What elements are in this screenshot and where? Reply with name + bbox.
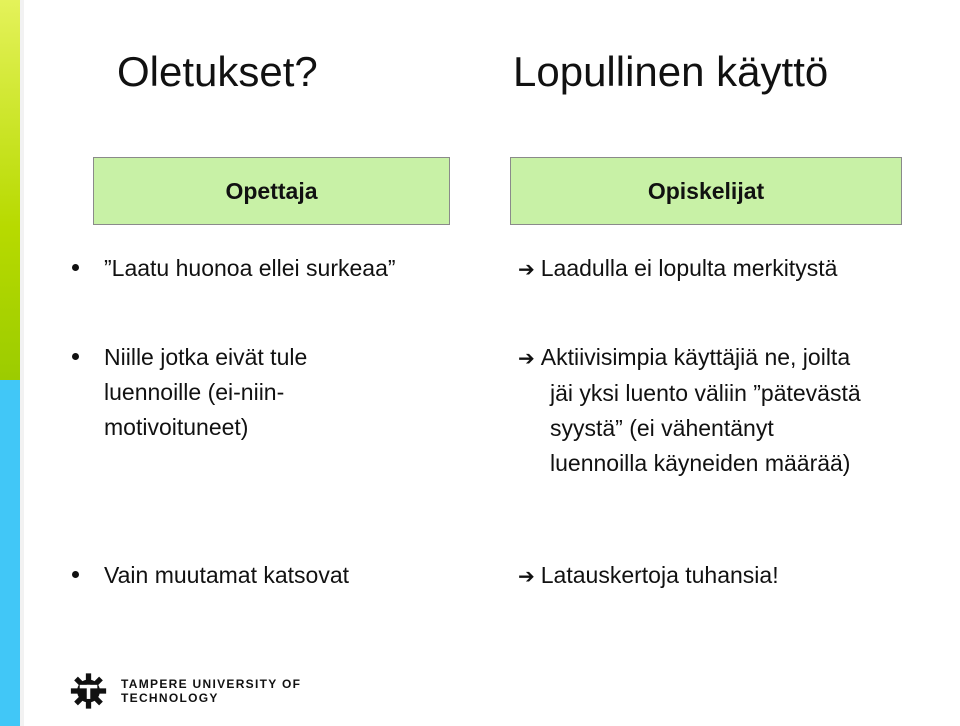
- bullet-1: [72, 264, 79, 271]
- left-item-1-line-1: ”Laatu huonoa ellei surkeaa”: [104, 255, 396, 281]
- right-item-2-line-4: luennoilla käyneiden määrää): [550, 450, 851, 476]
- bullet-2: [72, 353, 79, 360]
- right-item-3: [518, 561, 779, 591]
- left-item-1: [104, 254, 396, 283]
- left-item-2-line-2: luennoille (ei-niin-: [104, 379, 285, 405]
- left-item-3: [104, 561, 349, 590]
- right-item-2-line-1: Aktiivisimpia käyttäjiä ne, joilta: [540, 344, 851, 370]
- slide-title-left: Oletukset?: [117, 48, 318, 95]
- accent-stripe-blue: [0, 380, 20, 726]
- right-item-2: [518, 343, 861, 478]
- logo-text: TAMPERE UNIVERSITY OF TECHNOLOGY: [121, 677, 302, 705]
- header-box-students: Opiskelijat: [510, 157, 902, 225]
- bullet-3: [72, 571, 79, 578]
- right-item-2-line-3: syystä” (ei vähentänyt: [550, 415, 774, 441]
- arrow-right-icon: ➔: [518, 257, 535, 281]
- tut-gear-logo-icon: [70, 670, 107, 712]
- right-item-2-line-2: jäi yksi luento väliin ”pätevästä: [550, 380, 861, 406]
- right-item-1-line-1: Laadulla ei lopulta merkitystä: [540, 255, 838, 281]
- left-item-3-line-1: Vain muutamat katsovat: [104, 562, 350, 588]
- arrow-right-icon: ➔: [518, 346, 535, 370]
- left-item-2-line-1: Niille jotka eivät tule: [104, 344, 308, 370]
- left-item-2-line-3: motivoituneet): [104, 414, 249, 440]
- university-logo: [70, 666, 370, 716]
- slide-title-right: Lopullinen käyttö: [513, 48, 829, 95]
- header-box-teacher: Opettaja: [93, 157, 450, 225]
- left-item-2: [104, 343, 307, 442]
- right-item-3-line-1: Latauskertoja tuhansia!: [540, 562, 779, 588]
- accent-stripe-green: [0, 0, 20, 380]
- arrow-right-icon: ➔: [518, 564, 535, 588]
- right-item-1: [518, 254, 837, 284]
- stripe-edge: [20, 0, 24, 726]
